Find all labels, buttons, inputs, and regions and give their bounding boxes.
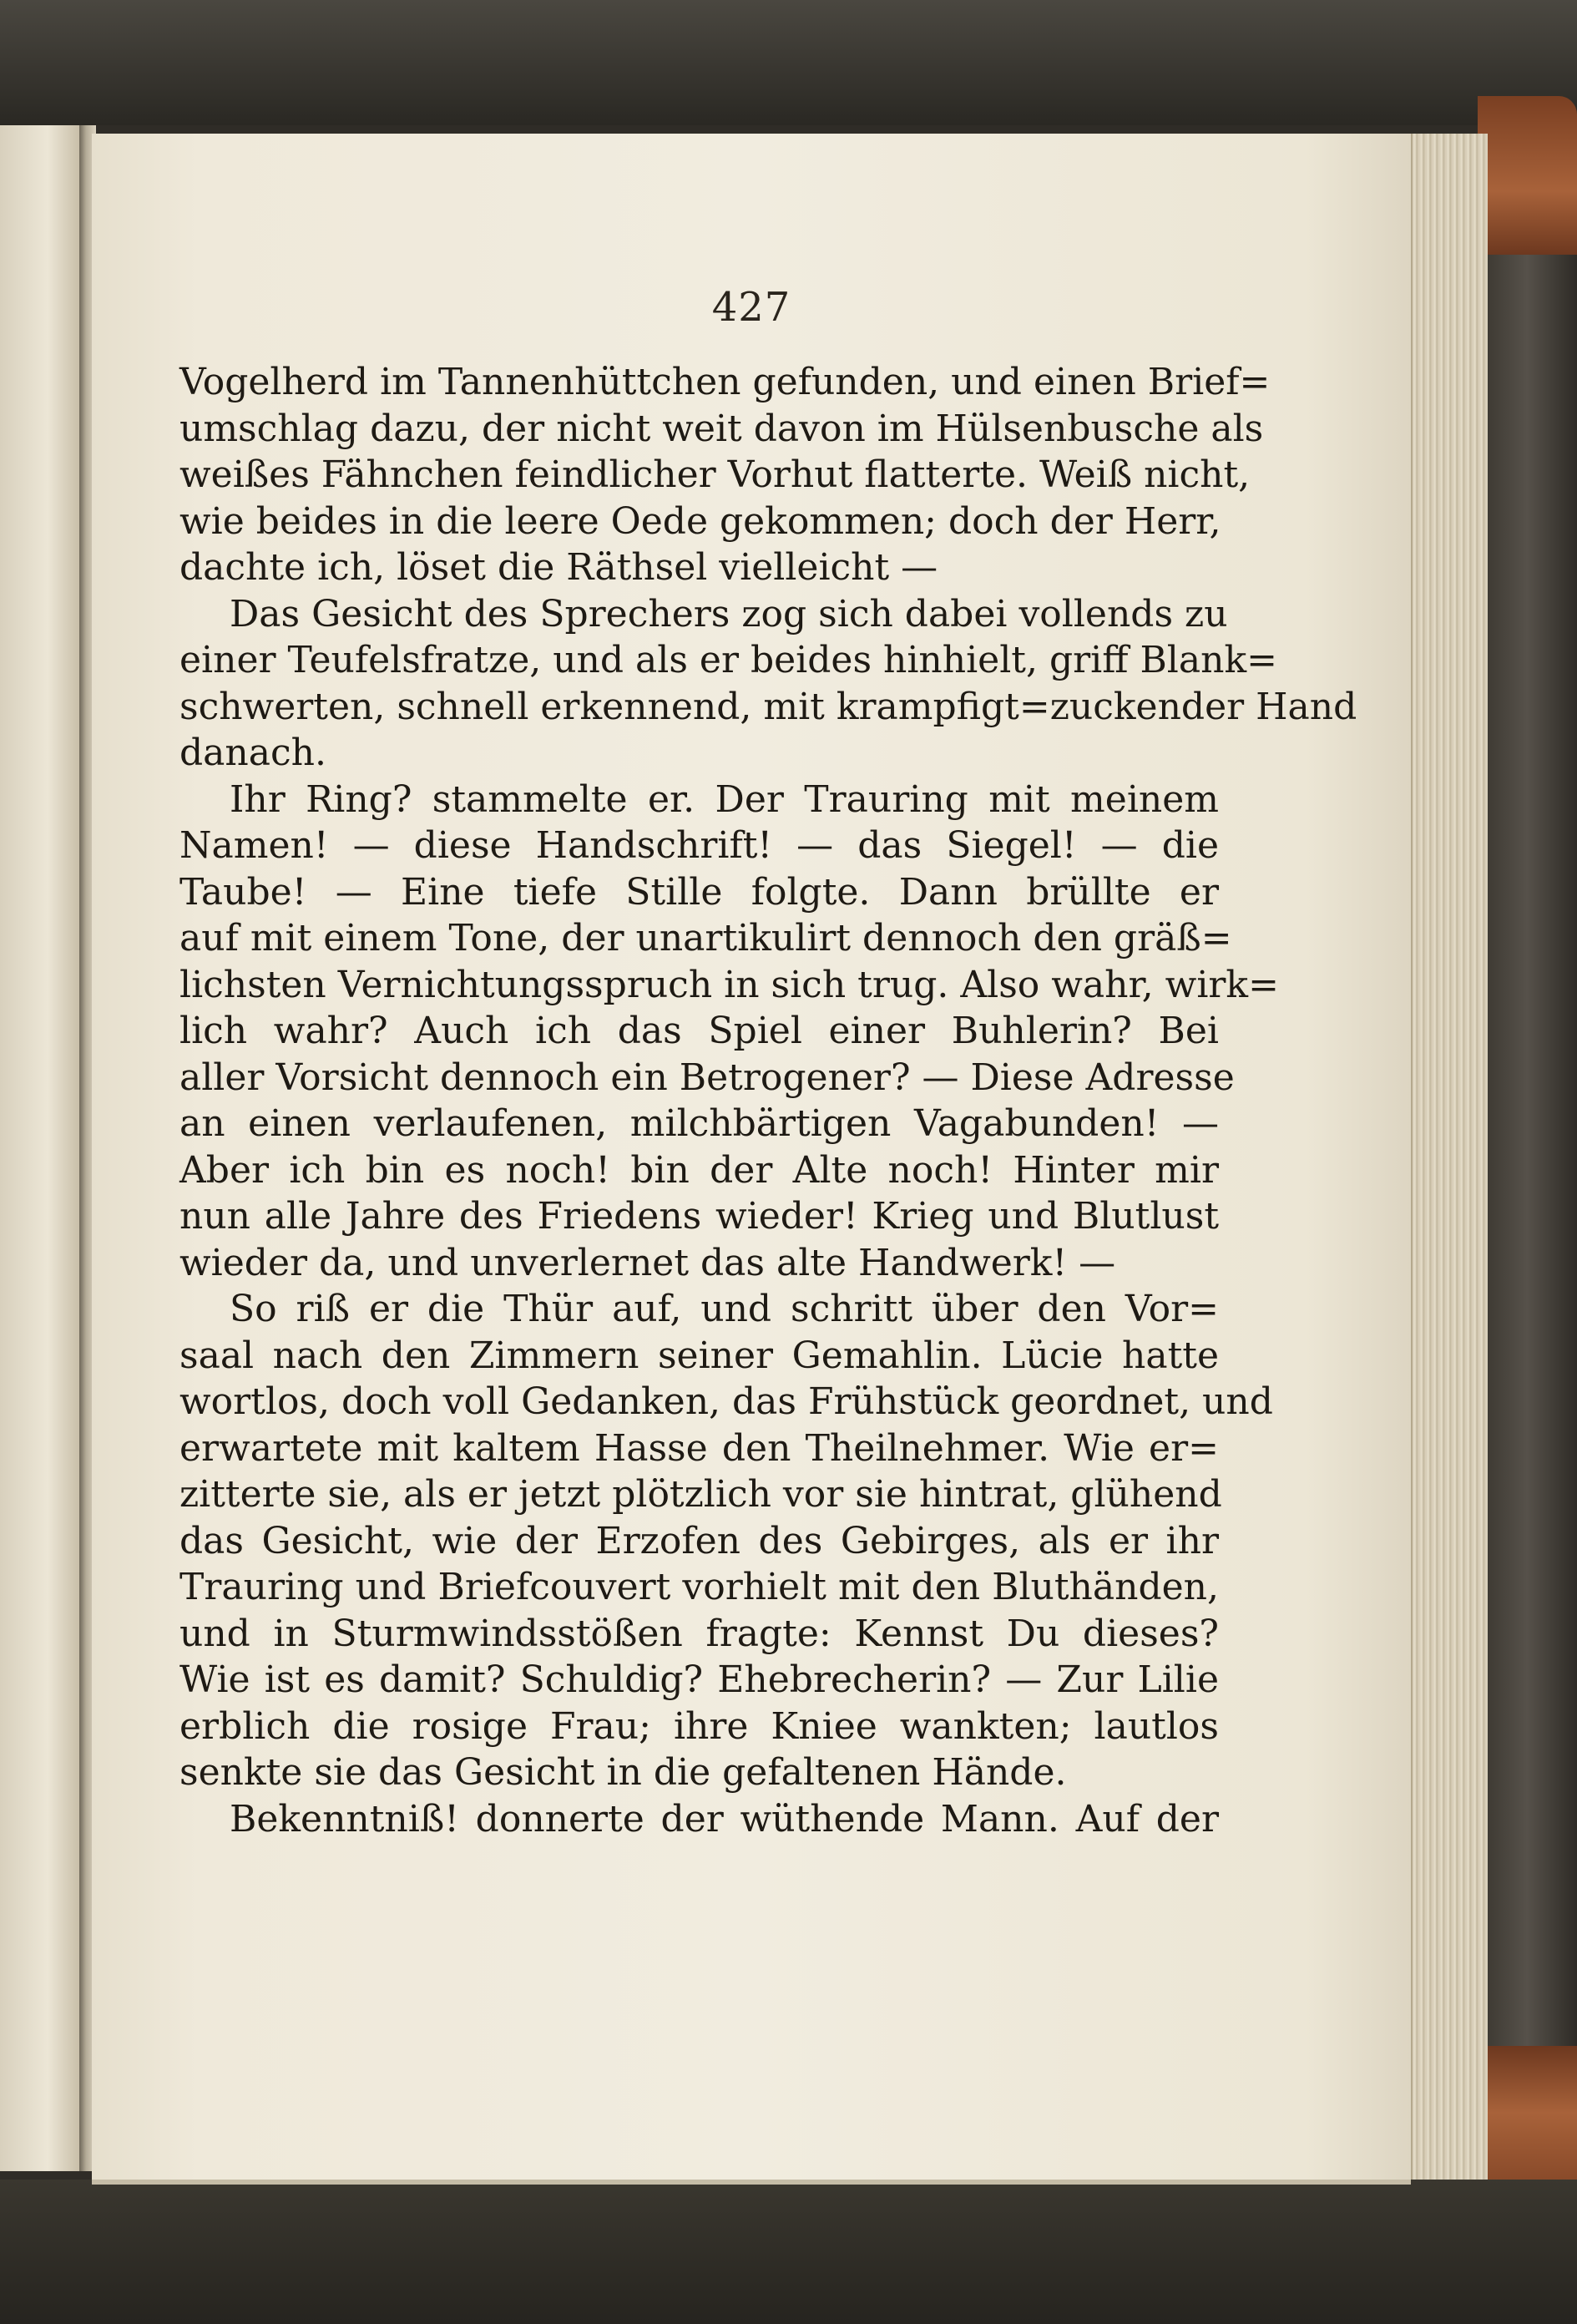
left-page-edge	[0, 125, 82, 2171]
text-line: aller Vorsicht dennoch ein Betrogener? — Diese Adresse	[179, 1056, 1235, 1099]
text-line: dachte ich, löset die Räthsel vielleicht —	[179, 546, 938, 589]
background-top	[0, 0, 1577, 125]
text-line: erwartete mit kaltem Hasse den Theilnehmer. Wie er=	[179, 1426, 1219, 1470]
text-line: lich wahr? Auch ich das Spiel einer Buhlerin? Bei	[179, 1010, 1219, 1052]
text-line: schwerten, schnell erkennend, mit krampfigt=zuckender Hand	[179, 685, 1357, 728]
text-line: So riß er die Thür auf, und schritt über den Vor=	[230, 1288, 1219, 1330]
text-line: weißes Fähnchen feindlicher Vorhut flatterte. Weiß nicht,	[179, 453, 1251, 496]
background-bottom	[0, 2180, 1577, 2324]
page-number: 427	[711, 284, 791, 331]
text-line: Bekenntniß! donnerte der wüthende Mann. Auf der	[230, 1797, 1219, 1840]
text-line: und in Sturmwindsstößen fragte: Kennst Du dieses?	[179, 1612, 1219, 1655]
text-line: wortlos, doch voll Gedanken, das Frühstück geordnet, und	[179, 1380, 1273, 1423]
text-line: auf mit einem Tone, der unartikulirt dennoch den gräß=	[179, 917, 1232, 959]
text-line: Namen! — diese Handschrift! — das Siegel! — die	[179, 824, 1219, 867]
leather-corner-top	[1478, 96, 1577, 255]
text-line: lichsten Vernichtungsspruch in sich trug. Also wahr, wirk=	[179, 963, 1279, 1006]
text-line: Wie ist es damit? Schuldig? Ehebrecherin? — Zur Lilie	[179, 1658, 1219, 1701]
page-text	[179, 359, 1357, 1842]
text-line: Taube! — Eine tiefe Stille folgte. Dann brüllte er	[179, 870, 1219, 914]
text-line: an einen verlaufenen, milchbärtigen Vagabunden! —	[179, 1102, 1219, 1145]
text-line: Ihr Ring? stammelte er. Der Trauring mit meinem	[230, 777, 1219, 821]
text-line: Vogelherd im Tannenhüttchen gefunden, und einen Brief=	[179, 361, 1271, 403]
text-line: danach.	[179, 732, 326, 774]
text-line: saal nach den Zimmern seiner Gemahlin. Lücie hatte	[179, 1334, 1219, 1377]
text-line: zitterte sie, als er jetzt plötzlich vor sie hintrat, glühend	[179, 1473, 1222, 1516]
right-page	[92, 134, 1411, 2185]
text-line: erblich die rosige Frau; ihre Kniee wankten; lautlos	[179, 1704, 1219, 1748]
text-line: Trauring und Briefcouvert vorhielt mit den Bluthänden,	[179, 1566, 1219, 1608]
text-line: umschlag dazu, der nicht weit davon im Hülsenbusche als	[179, 407, 1264, 450]
book-cover	[1486, 100, 1577, 2205]
page-edges	[1411, 134, 1488, 2180]
text-line: wie beides in die leere Oede gekommen; doch der Herr,	[179, 499, 1221, 543]
text-line: nun alle Jahre des Friedens wieder! Krieg und Blutlust	[179, 1195, 1219, 1238]
text-line: wieder da, und unverlernet das alte Handwerk! —	[179, 1241, 1116, 1284]
text-line: Aber ich bin es noch! bin der Alte noch! Hinter mir	[179, 1148, 1219, 1192]
text-line: einer Teufelsfratze, und als er beides hinhielt, griff Blank=	[179, 639, 1277, 681]
text-line: das Gesicht, wie der Erzofen des Gebirges, als er ihr	[179, 1519, 1219, 1562]
text-line: senkte sie das Gesicht in die gefaltenen Hände.	[179, 1751, 1067, 1794]
text-line: Das Gesicht des Sprechers zog sich dabei vollends zu	[230, 592, 1228, 635]
